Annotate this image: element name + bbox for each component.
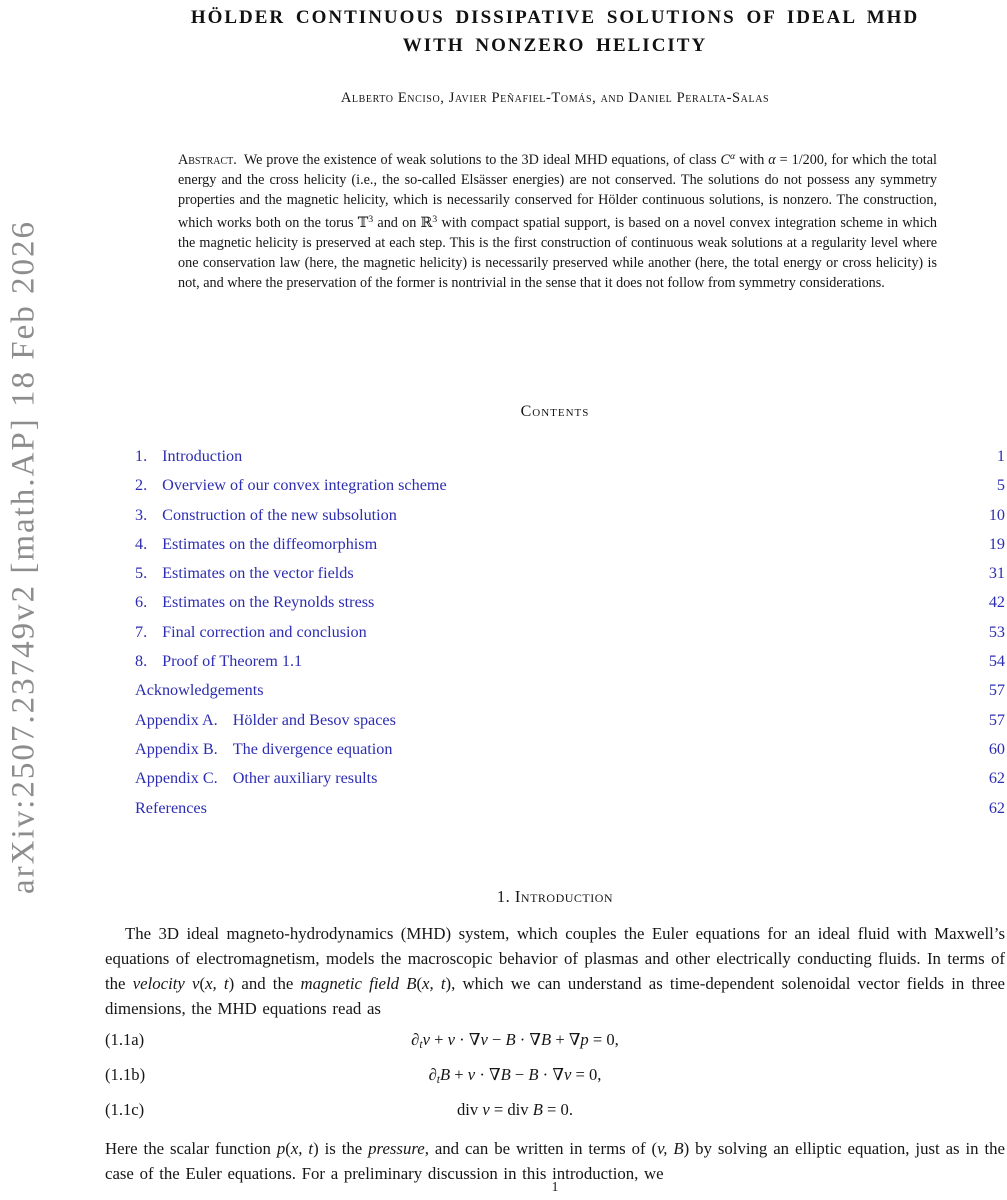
equation-block (105, 1027, 1005, 1122)
toc-entry[interactable] (135, 588, 1005, 617)
toc-entry[interactable] (135, 442, 1005, 471)
equation-label: (1.1b) (105, 1064, 146, 1084)
intro-paragraph-2: Here the scalar function p(x, t) is the pressure, and can be written in terms of (v, B) by solving an elliptic equation, just as in the case of the Euler equations. For a preliminary discussion in this introduction, we (105, 1138, 1005, 1183)
toc-entry-label: Acknowledgements (135, 681, 264, 700)
toc-entry-label: References (135, 798, 207, 817)
toc-entry-page: 1 (996, 447, 1005, 465)
equation-body: $\partial_tv + v \cdot \nabla v - B \cdot \nabla B + \nabla p = 0$, (411, 1029, 619, 1051)
abstract-text: We prove the existence of weak solutions to the 3D ideal MHD equations, of class $C^\alpha$ with α = 1/200, for which the total energy and the cross helicity (i.e., the so-called Elsässer energies) are not conserved. The solutions do not possess any symmetry properties and the magnetic helicity, which is necessarily conserved for Hölder continuous solutions, is nonzero. The construction, which works both on the torus 𝕋$^3$ and on ℝ$^3$ with compact spatial support, is based on a novel convex integration scheme in which the magnetic helicity is preserved at each step. This is the first construction of continuous weak solutions at a regularity level where one conservation law (here, the magnetic helicity) is necessarily preserved while another (here, the total energy or cross helicity) is not, and where the preservation of the former is nontrivial in the sense that it does not follow from symmetry considerations. (178, 151, 937, 291)
toc-entry[interactable] (135, 706, 1005, 735)
toc-entry-label: Hölder and Besov spaces (232, 710, 396, 729)
toc-entry-page: 19 (988, 534, 1005, 553)
paper-title-line2: WITH NONZERO HELICITY (402, 35, 708, 56)
toc-entry-page: 57 (988, 681, 1005, 700)
toc-entry-number: 5. (135, 564, 148, 583)
authors-line: Alberto Enciso, Javier Peñafiel-Tomás, and Daniel Peralta-Salas (340, 90, 770, 106)
contents-heading: Contents (520, 403, 590, 420)
paper-title-line1: HÖLDER CONTINUOUS DISSIPATIVE SOLUTIONS OF IDEAL MHD (190, 7, 920, 28)
toc-entry-number: 1. (135, 447, 148, 465)
toc-entry-page: 54 (988, 652, 1005, 671)
toc-entry-label: Estimates on the vector fields (162, 564, 354, 583)
toc-entry-page: 31 (988, 564, 1005, 583)
abstract (178, 147, 937, 325)
toc-entry-page: 57 (988, 710, 1005, 729)
toc-entry-label: Estimates on the Reynolds stress (162, 593, 375, 612)
toc-entry-number: Appendix B. (135, 739, 218, 758)
toc-entry-page: 60 (988, 739, 1005, 758)
toc-entry-label: Construction of the new subsolution (162, 505, 397, 524)
toc-entry-page: 62 (988, 769, 1005, 788)
toc-entry[interactable] (135, 501, 1005, 530)
toc-entry-label: Other auxiliary results (232, 769, 378, 788)
page-number: 1 (551, 1179, 559, 1194)
toc-entry-label: Estimates on the diffeomorphism (162, 534, 378, 553)
toc-entry[interactable] (135, 530, 1005, 559)
toc-entry-number: Appendix C. (135, 769, 218, 788)
toc-entry-label: Proof of Theorem 1.1 (162, 652, 303, 671)
equation-row-1-1a (105, 1027, 1005, 1057)
toc-entry-page: 10 (988, 505, 1005, 524)
toc-entry-number: 2. (135, 476, 148, 495)
equation-body: div v = div B = 0. (457, 1099, 573, 1119)
table-of-contents (135, 442, 1005, 823)
toc-entry-number: 7. (135, 622, 148, 641)
intro-paragraph-1: The 3D ideal magneto-hydrodynamics (MHD) system, which couples the Euler equations for an ideal fluid with Maxwell’s equations of electromagnetism, models the macroscopic behavior of plasmas and other electrically conducting fluids. In terms of the velocity v(x, t) and the magnetic field B(x, t), which we can understand as time-dependent solenoidal vector fields in three dimensions, the MHD equations read as (105, 923, 1005, 1018)
toc-entry[interactable] (135, 735, 1005, 764)
toc-entry[interactable] (135, 676, 1005, 705)
equation-label: (1.1a) (105, 1029, 145, 1049)
toc-entry-label: Final correction and conclusion (162, 622, 367, 641)
equation-row-1-1c (105, 1097, 1005, 1122)
toc-entry[interactable] (135, 764, 1005, 793)
abstract-label: Abstract. (178, 151, 237, 168)
toc-entry-label: Overview of our convex integration scheme (162, 476, 447, 495)
toc-entry[interactable] (135, 647, 1005, 676)
toc-entry-number: 6. (135, 593, 148, 612)
toc-entry-page: 42 (988, 593, 1005, 612)
toc-entry-number: 3. (135, 505, 148, 524)
toc-entry-number: Appendix A. (135, 710, 218, 729)
toc-entry-page: 53 (988, 622, 1005, 641)
arxiv-watermark: arXiv:2507.23749v2 [math.AP] 18 Feb 2026 (5, 220, 42, 894)
toc-entry-number: 8. (135, 652, 148, 671)
toc-entry-label: The divergence equation (232, 739, 393, 758)
paper-title (105, 4, 1005, 60)
toc-entry[interactable] (135, 559, 1005, 588)
equation-row-1-1b (105, 1062, 1005, 1092)
section-heading: 1. Introduction (496, 886, 614, 906)
toc-entry[interactable] (135, 618, 1005, 647)
toc-entry[interactable] (135, 794, 1005, 823)
toc-entry-label: Introduction (162, 447, 243, 465)
paper-content (105, 0, 1005, 1186)
toc-entry-page: 5 (996, 476, 1005, 495)
toc-entry-page: 62 (988, 798, 1005, 817)
toc-entry[interactable] (135, 471, 1005, 500)
equation-label: (1.1c) (105, 1099, 145, 1119)
toc-entry-number: 4. (135, 534, 148, 553)
equation-body: $\partial_tB + v \cdot \nabla B - B \cdot \nabla v = 0$, (428, 1064, 602, 1086)
